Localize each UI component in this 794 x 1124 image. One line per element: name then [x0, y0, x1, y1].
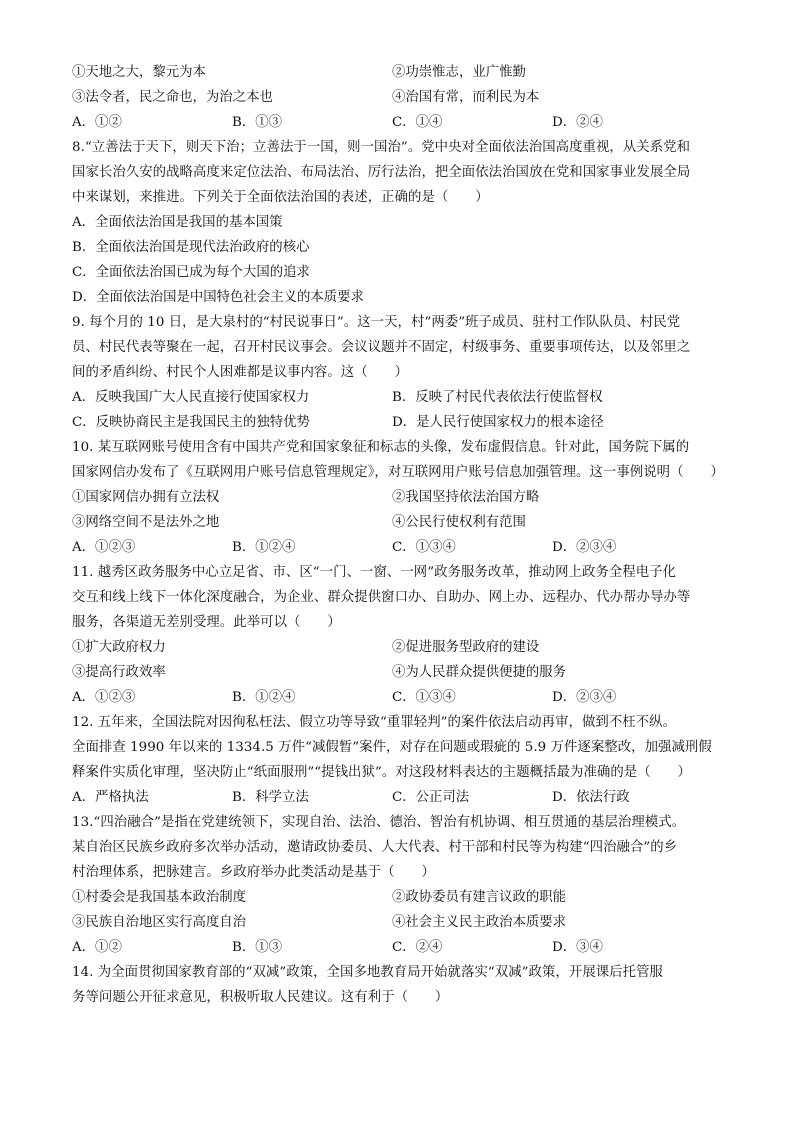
option-row [72, 410, 732, 435]
question-stem-line: 服务，各渠道无差别受理。此举可以（ ） [72, 615, 341, 630]
question-q9 [72, 310, 732, 435]
option: A．①②③ [72, 540, 136, 555]
option: D．依法行政 [552, 790, 630, 805]
statement: ③提高行政效率 [72, 665, 166, 680]
exam-page [72, 60, 732, 1010]
statement: ③网络空间不是法外之地 [72, 515, 220, 530]
option: B．①③ [232, 940, 283, 955]
statement-row [72, 635, 732, 660]
question-stem-line: 某自治区民族乡政府多次举办活动，邀请政协委员、人大代表、村干部和村民等为构建“四治融合”的乡 [72, 840, 678, 855]
option: A．严格执法 [72, 790, 149, 805]
option: B．①②④ [232, 540, 296, 555]
question-stem-line: 国家网信办发布了《互联网用户账号信息管理规定》，对互联网用户账号信息加强管理。这一事例说明（ ） [72, 465, 724, 480]
statement-row [72, 885, 732, 910]
option: D．②③④ [552, 690, 617, 705]
question-stem-line: 12. 五年来，全国法院对因徇私枉法、假立功等导致“重罪轻判”的案件依法启动再审，做到不枉不纵。 [72, 715, 677, 730]
option-row [72, 535, 732, 560]
question-stem-line: 11. 越秀区政务服务中心立足省、市、区“一门、一窗、一网”政务服务改革，推动网上政务全程电子化 [72, 565, 677, 580]
statement: ②政协委员有建言议政的职能 [392, 890, 567, 905]
question-stem-line: 14. 为全面贯彻国家教育部的“双减”政策，全国多地教育局开始就落实“双减”政策，开展课后托管服 [72, 965, 663, 980]
question-stem-line: 8.“立善法于天下，则天下治；立善法于一国，则一国治”。党中央对全面依法治国高度重视，从关系党和 [72, 140, 691, 155]
statement: ④为人民群众提供便捷的服务 [392, 665, 567, 680]
statement-row [72, 85, 732, 110]
question-stem-line: 村治理体系，把脉建言。乡政府举办此类活动是基于（ ） [72, 865, 435, 880]
statement-row [72, 485, 732, 510]
option: D．②④ [552, 115, 603, 130]
option: A．全面依法治国是我国的基本国策 [72, 215, 283, 230]
option-row [72, 685, 732, 710]
question-q12 [72, 710, 732, 810]
statement-row [72, 510, 732, 535]
option-row [72, 110, 732, 135]
question-q14 [72, 960, 732, 1010]
option: B．全面依法治国是现代法治政府的核心 [72, 240, 310, 255]
question-stem-line: 员、村民代表等聚在一起，召开村民议事会。会议议题并不固定，村级事务、重要事项传达，以及邻里之 [72, 340, 691, 355]
option: D．②③④ [552, 540, 617, 555]
statement-row [72, 660, 732, 685]
statement: ③法令者，民之命也，为治之本也 [72, 90, 273, 105]
option: C．公正司法 [392, 790, 470, 805]
option: B．①③ [232, 115, 283, 130]
question-q7-tail [72, 60, 732, 135]
statement: ②功崇惟志，业广惟勤 [392, 65, 526, 80]
option: C．全面依法治国已成为每个大国的追求 [72, 265, 310, 280]
question-stem-line: 释案件实质化审理，坚决防止“纸面服刑”“提钱出狱”。对这段材料表达的主题概括最为准确的是（ ） [72, 765, 691, 780]
option: C．反映协商民主是我国民主的独特优势 [72, 415, 310, 430]
question-stem-line: 10. 某互联网账号使用含有中国共产党和国家象征和标志的头像，发布虚假信息。针对此，国务院下属的 [72, 440, 690, 455]
question-stem-line: 交互和线上线下一体化深度融合，为企业、群众提供窗口办、自助办、网上办、远程办、代办帮办导办等 [72, 590, 691, 605]
statement: ①村委会是我国基本政治制度 [72, 890, 247, 905]
question-q13 [72, 810, 732, 960]
question-stem-line: 9. 每个月的 10 日，是大泉村的“村民说事日”。这一天，村“两委”班子成员、驻村工作队队员、村民党 [72, 315, 681, 330]
statement: ②我国坚持依法治国方略 [392, 490, 540, 505]
option: C．②④ [392, 940, 443, 955]
option: C．①③④ [392, 540, 456, 555]
statement: ②促进服务型政府的建设 [392, 640, 540, 655]
statement-row [72, 60, 732, 85]
option-row [72, 935, 732, 960]
question-q8 [72, 135, 732, 310]
option: A．①② [72, 115, 122, 130]
statement: ④治国有常，而利民为本 [392, 90, 540, 105]
question-q11 [72, 560, 732, 710]
question-stem-line: 间的矛盾纠纷、村民个人困难都是议事内容。这（ ） [72, 365, 409, 380]
statement: ①国家网信办拥有立法权 [72, 490, 220, 505]
option: B．反映了村民代表依法行使监督权 [392, 390, 603, 405]
statement: ④社会主义民主政治本质要求 [392, 915, 567, 930]
option: D．是人民行使国家权力的根本途径 [392, 415, 604, 430]
question-stem-line: 中来谋划，来推进。下列关于全面依法治国的表述，正确的是（ ） [72, 190, 489, 205]
option: A．①②③ [72, 690, 136, 705]
statement: ①扩大政府权力 [72, 640, 166, 655]
option-row [72, 385, 732, 410]
question-stem-line: 13.“四治融合”是指在党建统领下，实现自治、法治、德治、智治有机协调、相互贯通的基层治理模式。 [72, 815, 686, 830]
question-stem-line: 全面排查 1990 年以来的 1334.5 万件“减假暂”案件，对存在问题或瑕疵的 5.9 万件逐案整改，加强减刑假 [72, 740, 712, 755]
statement: ④公民行使权利有范围 [392, 515, 526, 530]
statement-row [72, 910, 732, 935]
statement: ③民族自治地区实行高度自治 [72, 915, 247, 930]
option: D．全面依法治国是中国特色社会主义的本质要求 [72, 290, 364, 305]
option: C．①③④ [392, 690, 456, 705]
question-stem-line: 务等问题公开征求意见，积极听取人民建议。这有利于（ ） [72, 990, 449, 1005]
option: B．科学立法 [232, 790, 309, 805]
option: A．反映我国广大人民直接行使国家权力 [72, 390, 310, 405]
question-stem-line: 国家长治久安的战略高度来定位法治、布局法治、厉行法治，把全面依法治国放在党和国家事业发展全局 [72, 165, 691, 180]
option: A．①② [72, 940, 122, 955]
option: C．①④ [392, 115, 443, 130]
option-row [72, 785, 732, 810]
option: D．③④ [552, 940, 603, 955]
option: B．①②④ [232, 690, 296, 705]
statement: ①天地之大，黎元为本 [72, 65, 206, 80]
question-q10 [72, 435, 732, 560]
